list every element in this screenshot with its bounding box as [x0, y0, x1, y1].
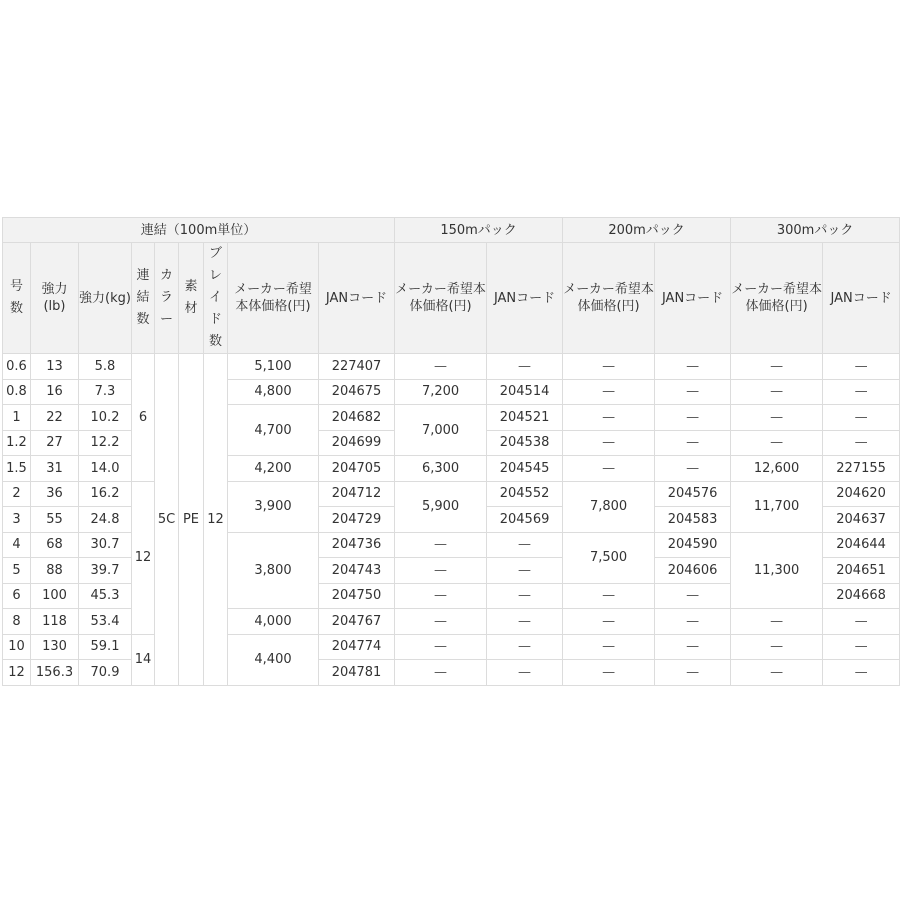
cell-kg: 12.2 [79, 430, 132, 456]
cell-kg: 10.2 [79, 405, 132, 431]
cell-jan-100m: 204743 [319, 558, 395, 584]
cell-gou: 1.5 [3, 456, 31, 482]
cell-price-150m: — [395, 634, 487, 660]
cell-price-200m: — [563, 583, 655, 609]
cell-lb: 156.3 [31, 660, 79, 686]
cell-jan-100m: 204675 [319, 379, 395, 405]
cell-material: PE [179, 354, 204, 686]
table-row [3, 481, 900, 507]
cell-price-100m: 5,100 [228, 354, 319, 380]
cell-price-200m: 7,800 [563, 481, 655, 532]
cell-jan-200m: — [655, 430, 731, 456]
group-header-300m: 300mパック [731, 218, 900, 243]
cell-jan-100m: 204699 [319, 430, 395, 456]
cell-price-300m: — [731, 379, 823, 405]
cell-price-100m: 4,700 [228, 405, 319, 456]
header-jan-150m: JANコード [487, 243, 563, 354]
cell-price-300m: 11,300 [731, 532, 823, 609]
cell-gou: 3 [3, 507, 31, 533]
cell-lb: 118 [31, 609, 79, 635]
cell-lb: 55 [31, 507, 79, 533]
cell-price-200m: — [563, 634, 655, 660]
cell-lb: 100 [31, 583, 79, 609]
cell-price-150m: 5,900 [395, 481, 487, 532]
header-braid: ブレイド数 [204, 243, 228, 354]
cell-kg: 59.1 [79, 634, 132, 660]
cell-jan-150m: — [487, 558, 563, 584]
cell-price-200m: — [563, 379, 655, 405]
group-header-renketsu: 連結（100m単位） [3, 218, 395, 243]
line-spec-table [2, 217, 900, 686]
cell-price-150m: — [395, 354, 487, 380]
header-price-300m: メーカー希望本体価格(円) [731, 243, 823, 354]
cell-jan-300m: 204637 [823, 507, 900, 533]
group-header-200m: 200mパック [563, 218, 731, 243]
cell-price-300m: — [731, 430, 823, 456]
cell-gou: 1.2 [3, 430, 31, 456]
cell-kg: 16.2 [79, 481, 132, 507]
cell-lb: 130 [31, 634, 79, 660]
table-row [3, 354, 900, 380]
cell-gou: 0.6 [3, 354, 31, 380]
cell-jan-300m: — [823, 405, 900, 431]
cell-kg: 14.0 [79, 456, 132, 482]
cell-price-300m: 11,700 [731, 481, 823, 532]
cell-jan-300m: — [823, 430, 900, 456]
cell-jan-300m: — [823, 609, 900, 635]
cell-jan-150m: 204569 [487, 507, 563, 533]
cell-jan-300m: 227155 [823, 456, 900, 482]
cell-jan-300m: 204651 [823, 558, 900, 584]
cell-price-100m: 4,000 [228, 609, 319, 635]
cell-lb: 68 [31, 532, 79, 558]
column-header-row [3, 243, 900, 354]
header-renketsu: 連結数 [132, 243, 155, 354]
header-strength-lb: 強力(lb) [31, 243, 79, 354]
cell-jan-100m: 204781 [319, 660, 395, 686]
cell-jan-150m: — [487, 634, 563, 660]
header-price-200m: メーカー希望本体価格(円) [563, 243, 655, 354]
cell-gou: 12 [3, 660, 31, 686]
cell-jan-100m: 227407 [319, 354, 395, 380]
cell-price-300m: — [731, 660, 823, 686]
cell-jan-150m: 204545 [487, 456, 563, 482]
cell-jan-100m: 204767 [319, 609, 395, 635]
cell-jan-150m: 204514 [487, 379, 563, 405]
cell-price-300m: — [731, 405, 823, 431]
cell-kg: 7.3 [79, 379, 132, 405]
cell-jan-150m: — [487, 660, 563, 686]
cell-gou: 4 [3, 532, 31, 558]
header-price-100m: メーカー希望本体価格(円) [228, 243, 319, 354]
cell-price-300m: — [731, 634, 823, 660]
cell-jan-150m: — [487, 532, 563, 558]
group-header-150m: 150mパック [395, 218, 563, 243]
cell-gou: 1 [3, 405, 31, 431]
cell-gou: 5 [3, 558, 31, 584]
cell-kg: 39.7 [79, 558, 132, 584]
cell-jan-300m: — [823, 660, 900, 686]
group-header-row [3, 218, 900, 243]
cell-jan-200m: — [655, 583, 731, 609]
cell-kg: 24.8 [79, 507, 132, 533]
cell-jan-200m: — [655, 660, 731, 686]
cell-price-100m: 4,400 [228, 634, 319, 685]
cell-jan-150m: — [487, 354, 563, 380]
cell-jan-200m: 204583 [655, 507, 731, 533]
cell-jan-200m: — [655, 379, 731, 405]
cell-jan-300m: — [823, 379, 900, 405]
cell-jan-100m: 204682 [319, 405, 395, 431]
cell-lb: 16 [31, 379, 79, 405]
cell-price-150m: — [395, 583, 487, 609]
cell-jan-150m: — [487, 583, 563, 609]
cell-jan-100m: 204736 [319, 532, 395, 558]
cell-jan-100m: 204712 [319, 481, 395, 507]
cell-price-300m: — [731, 354, 823, 380]
cell-jan-200m: 204590 [655, 532, 731, 558]
cell-price-300m: 12,600 [731, 456, 823, 482]
cell-lb: 31 [31, 456, 79, 482]
header-price-150m: メーカー希望本体価格(円) [395, 243, 487, 354]
cell-color: 5C [155, 354, 179, 686]
cell-price-150m: — [395, 558, 487, 584]
cell-jan-100m: 204750 [319, 583, 395, 609]
cell-price-150m: — [395, 609, 487, 635]
cell-price-150m: 7,000 [395, 405, 487, 456]
cell-renketsu-12: 12 [132, 481, 155, 634]
cell-price-150m: — [395, 660, 487, 686]
cell-gou: 8 [3, 609, 31, 635]
cell-kg: 53.4 [79, 609, 132, 635]
cell-jan-100m: 204729 [319, 507, 395, 533]
cell-gou: 6 [3, 583, 31, 609]
header-material: 素材 [179, 243, 204, 354]
cell-price-100m: 4,800 [228, 379, 319, 405]
cell-price-300m: — [731, 609, 823, 635]
cell-kg: 45.3 [79, 583, 132, 609]
cell-jan-150m: 204521 [487, 405, 563, 431]
cell-jan-200m: — [655, 456, 731, 482]
cell-renketsu-14: 14 [132, 634, 155, 685]
cell-price-200m: 7,500 [563, 532, 655, 583]
cell-jan-300m: 204668 [823, 583, 900, 609]
cell-kg: 70.9 [79, 660, 132, 686]
cell-lb: 36 [31, 481, 79, 507]
cell-jan-150m: 204538 [487, 430, 563, 456]
cell-gou: 10 [3, 634, 31, 660]
cell-lb: 27 [31, 430, 79, 456]
cell-price-150m: 6,300 [395, 456, 487, 482]
table-row [3, 634, 900, 660]
cell-price-100m: 3,900 [228, 481, 319, 532]
cell-price-200m: — [563, 354, 655, 380]
cell-jan-300m: — [823, 354, 900, 380]
cell-jan-200m: 204606 [655, 558, 731, 584]
cell-jan-100m: 204774 [319, 634, 395, 660]
cell-jan-200m: — [655, 609, 731, 635]
cell-price-200m: — [563, 430, 655, 456]
cell-jan-300m: — [823, 634, 900, 660]
cell-price-200m: — [563, 660, 655, 686]
cell-jan-200m: 204576 [655, 481, 731, 507]
cell-jan-200m: — [655, 354, 731, 380]
cell-price-200m: — [563, 609, 655, 635]
cell-price-100m: 3,800 [228, 532, 319, 609]
cell-lb: 88 [31, 558, 79, 584]
cell-kg: 5.8 [79, 354, 132, 380]
header-gou: 号数 [3, 243, 31, 354]
cell-jan-150m: — [487, 609, 563, 635]
cell-jan-200m: — [655, 405, 731, 431]
cell-price-200m: — [563, 405, 655, 431]
cell-braid: 12 [204, 354, 228, 686]
header-color: カラー [155, 243, 179, 354]
header-jan-100m: JANコード [319, 243, 395, 354]
cell-lb: 13 [31, 354, 79, 380]
cell-gou: 2 [3, 481, 31, 507]
cell-price-150m: — [395, 532, 487, 558]
cell-jan-300m: 204644 [823, 532, 900, 558]
header-strength-kg: 強力(kg) [79, 243, 132, 354]
header-jan-300m: JANコード [823, 243, 900, 354]
cell-price-100m: 4,200 [228, 456, 319, 482]
header-jan-200m: JANコード [655, 243, 731, 354]
cell-kg: 30.7 [79, 532, 132, 558]
cell-jan-200m: — [655, 634, 731, 660]
cell-gou: 0.8 [3, 379, 31, 405]
cell-jan-150m: 204552 [487, 481, 563, 507]
cell-lb: 22 [31, 405, 79, 431]
cell-jan-100m: 204705 [319, 456, 395, 482]
cell-price-200m: — [563, 456, 655, 482]
cell-jan-300m: 204620 [823, 481, 900, 507]
cell-renketsu-6: 6 [132, 354, 155, 482]
cell-price-150m: 7,200 [395, 379, 487, 405]
